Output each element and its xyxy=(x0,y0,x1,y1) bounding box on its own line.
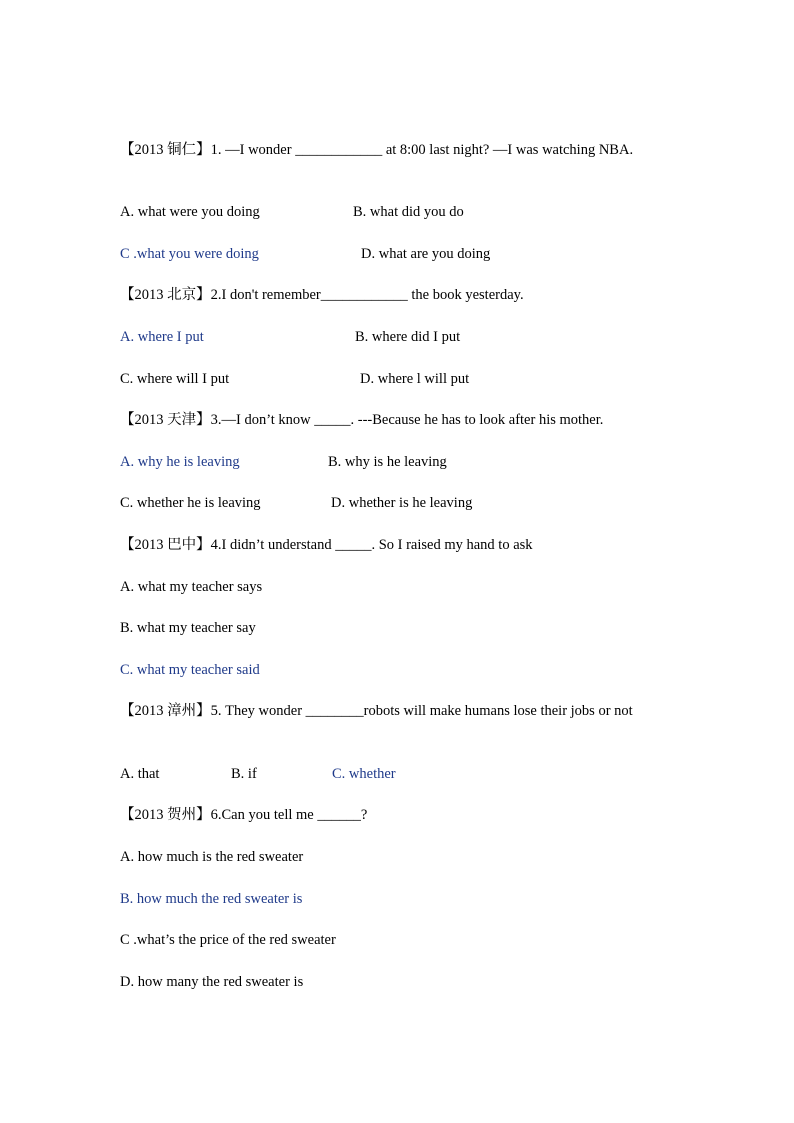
question-6-stem: 【2013 贺州】6.Can you tell me ______? xyxy=(120,807,368,823)
q3-option-c: C. whether he is leaving xyxy=(120,495,261,511)
q6-option-a: A. how much is the red sweater xyxy=(120,849,304,865)
q3-option-a-answer: A. why he is leaving xyxy=(120,454,240,470)
q1-option-d: D. what are you doing xyxy=(361,246,491,262)
q6-option-b-answer: B. how much the red sweater is xyxy=(120,891,303,907)
q2-option-b: B. where did I put xyxy=(355,329,461,345)
question-4-stem: 【2013 巴中】4.I didn’t understand _____. So I raised my hand to ask xyxy=(120,537,533,553)
q5-option-a: A. that xyxy=(120,766,160,782)
q1-option-c-answer: C .what you were doing xyxy=(120,246,259,262)
q3-option-d: D. whether is he leaving xyxy=(331,495,473,511)
question-3-stem: 【2013 天津】3.—I don’t know _____. ---Because he has to look after his mother. xyxy=(120,412,604,428)
q3-option-b: B. why is he leaving xyxy=(328,454,447,470)
q6-option-c: C .what’s the price of the red sweater xyxy=(120,932,336,948)
q6-option-d: D. how many the red sweater is xyxy=(120,974,304,990)
question-1-stem: 【2013 铜仁】1. —I wonder ____________ at 8:00 last night? —I was watching NBA. xyxy=(120,142,634,158)
q2-option-c: C. where will I put xyxy=(120,371,230,387)
q4-option-a: A. what my teacher says xyxy=(120,579,263,595)
q5-option-c-answer: C. whether xyxy=(332,766,396,782)
question-5-stem: 【2013 漳州】5. They wonder ________robots will make humans lose their jobs or not xyxy=(120,703,633,719)
q4-option-b: B. what my teacher say xyxy=(120,620,256,636)
question-2-stem: 【2013 北京】2.I don't remember____________ the book yesterday. xyxy=(120,287,524,303)
q2-option-a-answer: A. where I put xyxy=(120,329,204,345)
q1-option-a: A. what were you doing xyxy=(120,204,260,220)
q5-option-b: B. if xyxy=(231,766,257,782)
q4-option-c-answer: C. what my teacher said xyxy=(120,662,260,678)
q2-option-d: D. where l will put xyxy=(360,371,470,387)
q1-option-b: B. what did you do xyxy=(353,204,464,220)
